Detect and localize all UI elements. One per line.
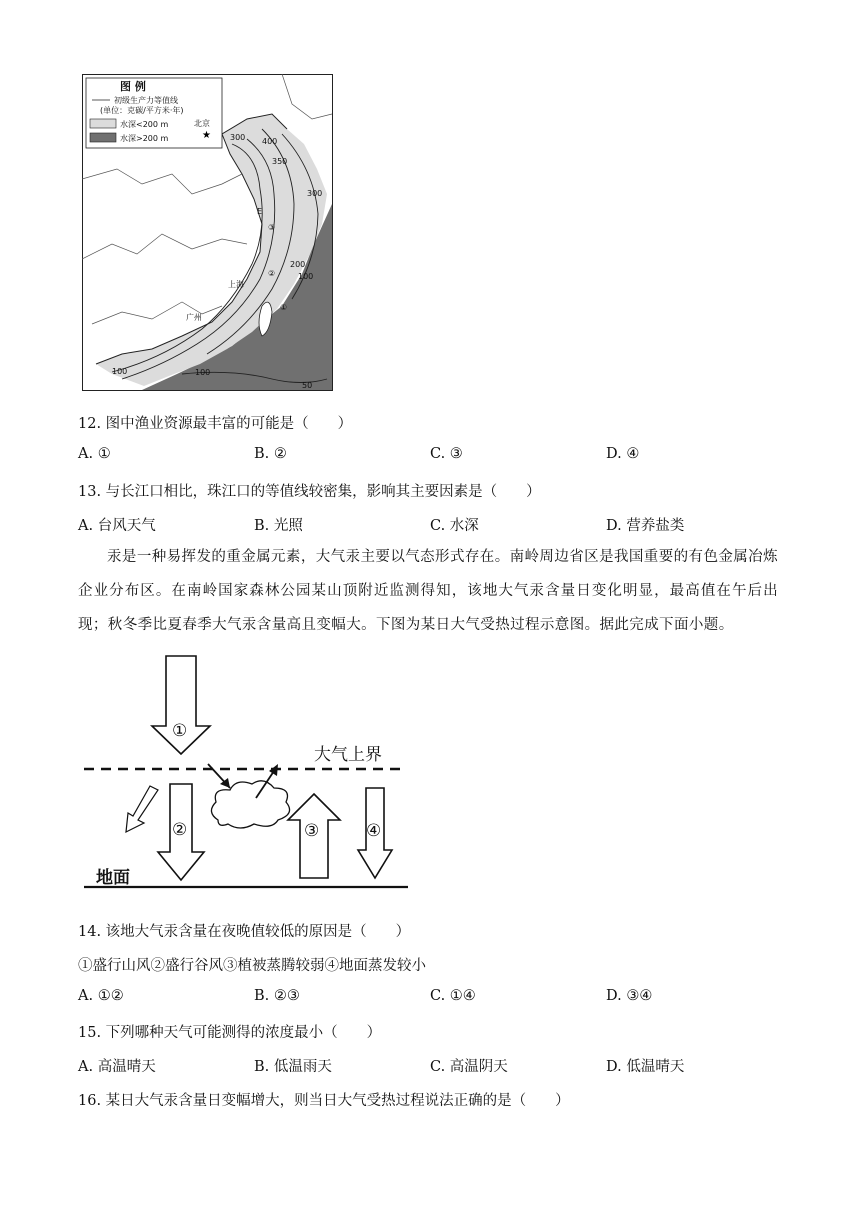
reading-passage xyxy=(78,540,778,642)
contour-400: 400 xyxy=(262,137,278,146)
label-num2: ② xyxy=(268,269,276,278)
primary-productivity-map xyxy=(82,74,334,392)
q12-option-a[interactable]: A. ① xyxy=(78,446,111,462)
legend-shallow: 水深<200 m xyxy=(120,120,169,129)
arrow-3-label: ③ xyxy=(304,821,320,841)
label-shanghai: 上海 xyxy=(228,280,244,289)
q14-choices: ①盛行山风②盛行谷风③植被蒸腾较弱④地面蒸发较小 xyxy=(78,958,426,974)
q15-option-a[interactable]: A. 高温晴天 xyxy=(78,1059,156,1075)
contour-300b: 300 xyxy=(307,189,323,198)
q14-option-c[interactable]: C. ①④ xyxy=(430,988,476,1004)
contour-200: 200 xyxy=(290,260,306,269)
q14-option-d[interactable]: D. ③④ xyxy=(606,988,653,1004)
cloud-icon xyxy=(211,781,289,828)
q15-option-d[interactable]: D. 低温晴天 xyxy=(606,1059,685,1075)
q12-stem: 12. 图中渔业资源最丰富的可能是（ ） xyxy=(78,416,353,432)
q13-stem: 13. 与长江口相比，珠江口的等值线较密集，影响其主要因素是（ ） xyxy=(78,484,541,500)
q16-stem: 16. 某日大气汞含量日变幅增大，则当日大气受热过程说法正确的是（ ） xyxy=(78,1093,570,1109)
label-e: E xyxy=(257,207,263,216)
legend-title: 图 例 xyxy=(120,80,146,93)
contour-100c: 100 xyxy=(195,368,211,377)
q12-option-b[interactable]: B. ② xyxy=(254,446,287,462)
label-num1: ① xyxy=(280,303,288,312)
q15-option-c[interactable]: C. 高温阴天 xyxy=(430,1059,508,1075)
legend-unit: (单位：克碳/平方米·年) xyxy=(100,106,184,115)
q13-option-b[interactable]: B. 光照 xyxy=(254,518,303,534)
q13-option-c[interactable]: C. 水深 xyxy=(430,518,479,534)
atmosphere-heating-diagram xyxy=(78,652,418,892)
contour-300a: 300 xyxy=(230,133,246,142)
label-guangzhou: 广州 xyxy=(186,313,202,322)
q14-stem: 14. 该地大气汞含量在夜晚值较低的原因是（ ） xyxy=(78,924,411,940)
label-beijing: 北京 xyxy=(194,119,210,128)
contour-100b: 100 xyxy=(112,367,128,376)
arrow-4-label: ④ xyxy=(366,821,382,841)
legend-line-item: 初级生产力等值线 xyxy=(114,96,178,105)
arrow-2-label: ② xyxy=(172,820,188,840)
contour-100a: 100 xyxy=(298,272,314,281)
q12-option-c[interactable]: C. ③ xyxy=(430,446,463,462)
ground-label: 地面 xyxy=(96,868,130,888)
q15-stem: 15. 下列哪种天气可能测得的浓度最小（ ） xyxy=(78,1025,382,1041)
star-icon: ★ xyxy=(202,130,211,141)
arrow-1-label: ① xyxy=(172,721,188,741)
reflected-arrow xyxy=(126,786,158,832)
label-num3: ③ xyxy=(268,223,276,232)
contour-50: 50 xyxy=(302,381,313,390)
q14-option-a[interactable]: A. ①② xyxy=(78,988,124,1004)
q13-option-a[interactable]: A. 台风天气 xyxy=(78,518,156,534)
top-of-atmosphere-label: 大气上界 xyxy=(314,745,382,765)
q14-option-b[interactable]: B. ②③ xyxy=(254,988,300,1004)
legend-deep: 水深>200 m xyxy=(120,134,169,143)
q12-option-d[interactable]: D. ④ xyxy=(606,446,640,462)
q13-option-d[interactable]: D. 营养盐类 xyxy=(606,518,685,534)
q15-option-b[interactable]: B. 低温雨天 xyxy=(254,1059,332,1075)
contour-350: 350 xyxy=(272,157,288,166)
passage-text: 汞是一种易挥发的重金属元素，大气汞主要以气态形式存在。南岭周边省区是我国重要的有色金属冶炼企业分布区。在南岭国家森林公园某山顶附近监测得知，该地大气汞含量日变化明显，最高值在午后出现；秋冬季比夏春季大气汞含量高且变幅大。下图为某日大气受热过程示意图。据此完成下面小题。 xyxy=(78,549,778,633)
